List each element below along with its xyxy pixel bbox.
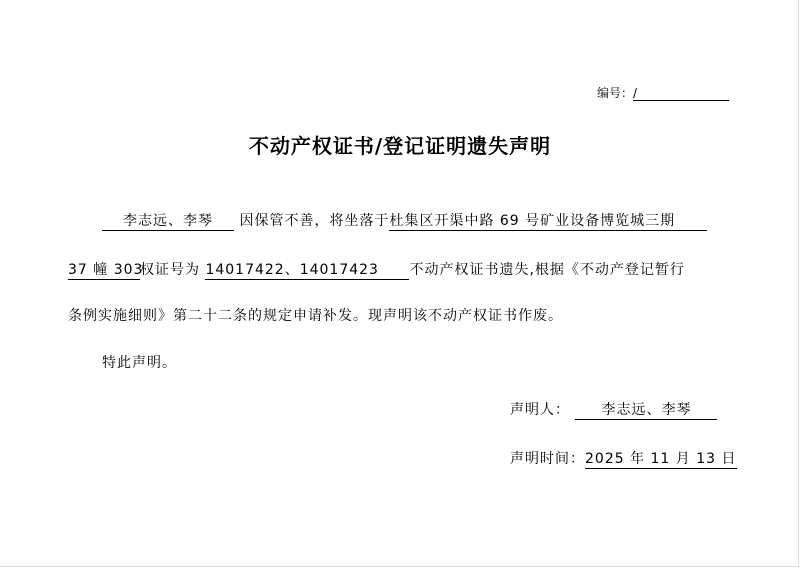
body-text-1: 因保管不善，将坐落于	[239, 213, 390, 229]
property-room: 37 幢 303	[68, 262, 144, 278]
declarant-names: 李志远、李琴	[575, 401, 717, 420]
serial-value: /	[633, 86, 729, 101]
declarant-row	[510, 399, 717, 420]
owner-names: 李志远、李琴	[102, 212, 234, 231]
property-address: 杜集区开渠中路 69 号矿业设备博览城三期	[389, 212, 707, 231]
body-line-1	[102, 210, 707, 231]
date-label: 声明时间：	[510, 451, 585, 467]
declarant-label: 声明人：	[510, 402, 570, 418]
body-line-2	[68, 259, 685, 280]
declaration-date: 2025 年 11 月 13 日	[585, 451, 737, 467]
certificate-numbers: 14017422、14017423	[205, 261, 409, 280]
serial-number-row	[597, 84, 729, 101]
declaration-date-row	[510, 448, 737, 469]
document-title: 不动产权证书/登记证明遗失声明	[248, 134, 552, 158]
body-text-cert-prefix: 权证号为	[140, 262, 200, 278]
body-text-2: 不动产权证书遗失,根据《不动产登记暂行	[409, 262, 685, 278]
serial-label: 编号：	[597, 86, 634, 100]
body-line-3: 条例实施细则》第二十二条的规定申请补发。现声明该不动产权证书作废。	[68, 308, 563, 324]
closing-statement: 特此声明。	[102, 355, 177, 371]
